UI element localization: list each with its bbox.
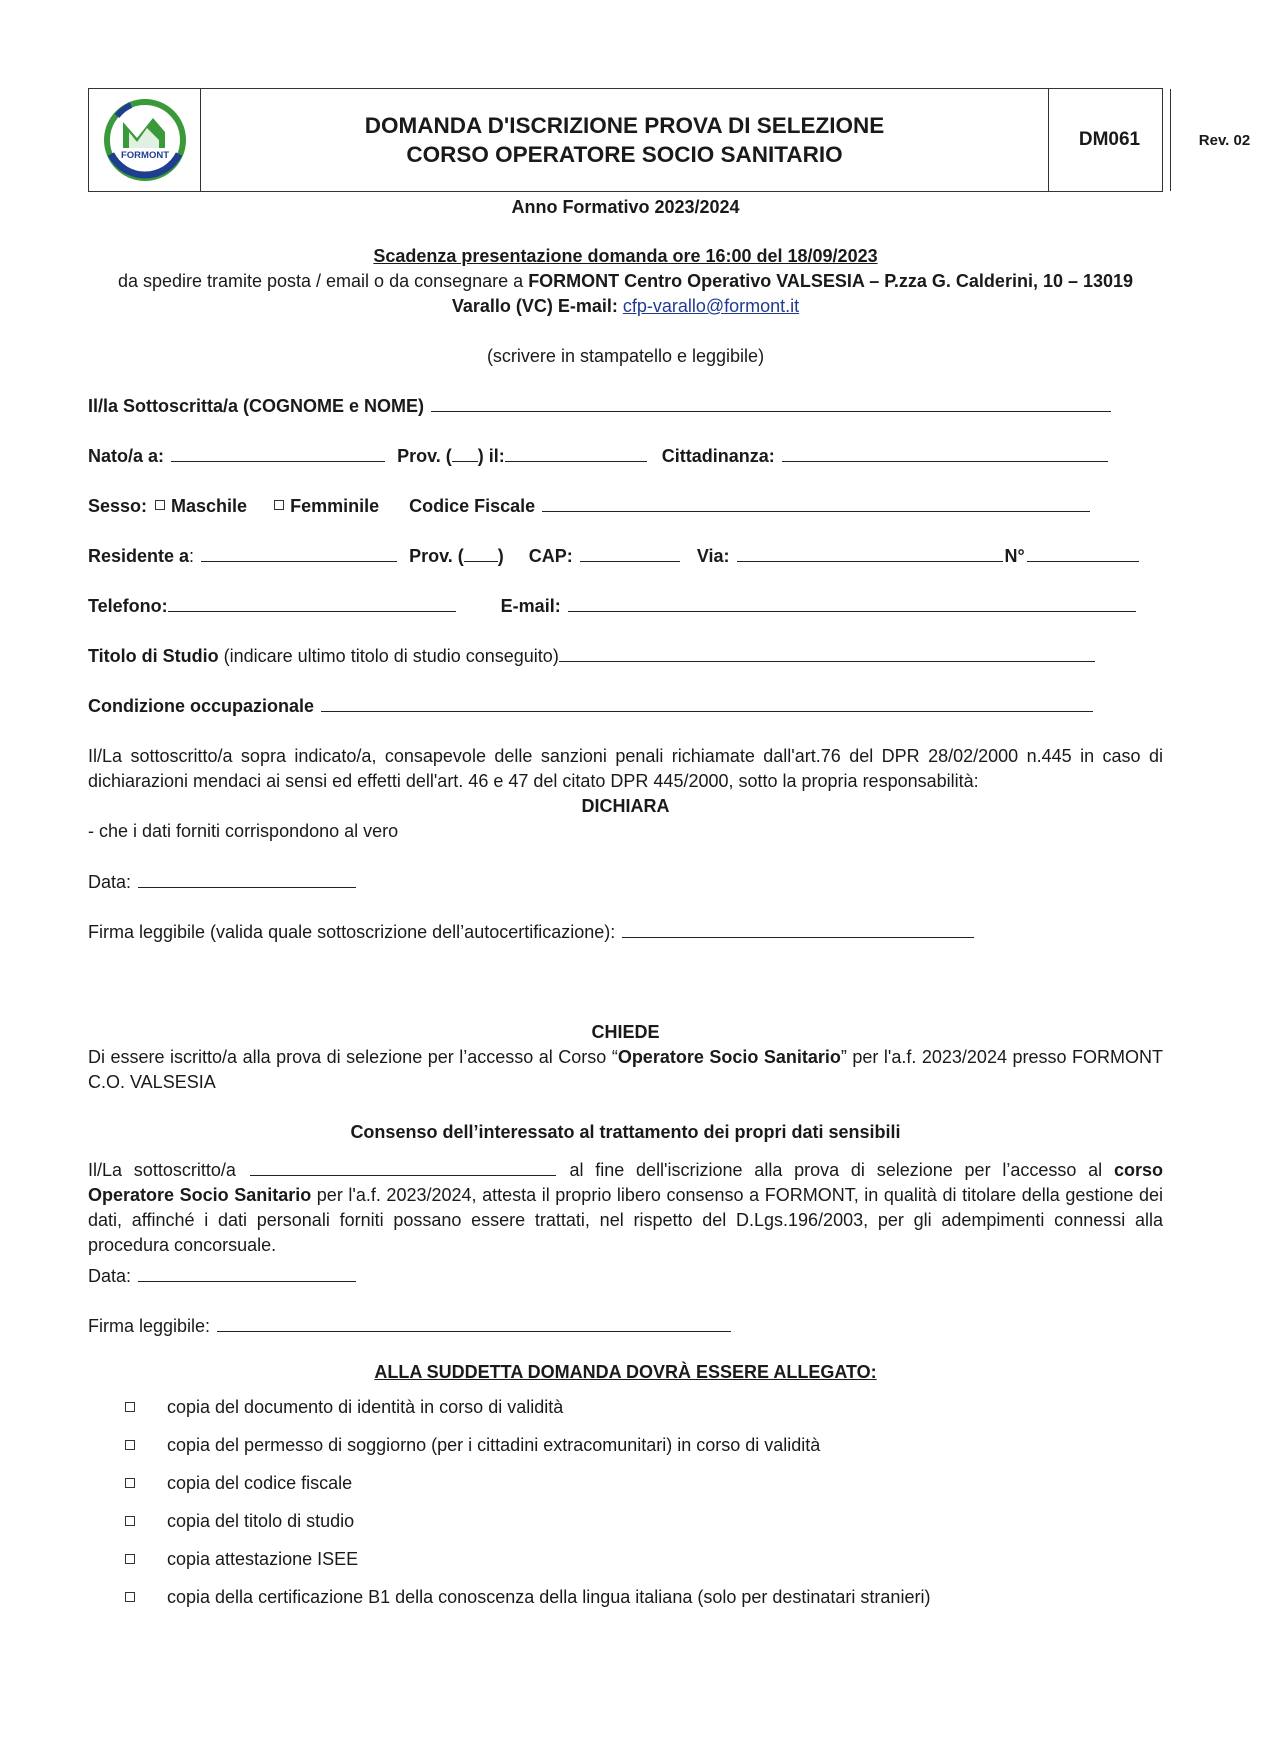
prov-field[interactable] bbox=[452, 443, 478, 462]
field-row-sex bbox=[88, 493, 1092, 519]
request-course: Operatore Socio Sanitario bbox=[617, 1047, 841, 1067]
birthdate-label: ) il: bbox=[477, 446, 505, 466]
form-title-line2: CORSO OPERATORE SOCIO SANITARIO bbox=[406, 142, 843, 167]
field-row-name bbox=[88, 393, 1113, 419]
attachment-item: copia del permesso di soggiorno (per i cittadini extracomunitari) in corso di validità bbox=[125, 1435, 820, 1456]
occupation-field[interactable] bbox=[321, 693, 1093, 712]
attachment-item: copia del codice fiscale bbox=[125, 1473, 352, 1494]
declaration-signature-row bbox=[88, 919, 976, 945]
consent-name-field[interactable] bbox=[250, 1157, 556, 1176]
declaration-signature-label: Firma leggibile (valida quale sottoscrizione dell’autocertificazione): bbox=[88, 922, 616, 942]
request-text bbox=[88, 1045, 1163, 1095]
cittadinanza-label: Cittadinanza: bbox=[661, 446, 775, 466]
declaration-text: Il/La sottoscritto/a sopra indicato/a, consapevole delle sanzioni penali richiamate dall'art.76 del DPR 28/02/2000 n.445 in caso di dichiarazioni mendaci ai sensi ed effetti dell'art. 46 e 47 del citato DPR 445/2000, sotto la propria responsabilità: bbox=[88, 746, 1163, 791]
send-prefix: da spedire tramite posta / email o da consegnare a bbox=[117, 271, 529, 291]
attachments-heading: ALLA SUDDETTA DOMANDA DOVRÀ ESSERE ALLEGATO: bbox=[374, 1362, 877, 1382]
residence-label: Residente a bbox=[88, 546, 190, 566]
form-title-line1: DOMANDA D'ISCRIZIONE PROVA DI SELEZIONE bbox=[364, 113, 885, 138]
name-field[interactable] bbox=[431, 393, 1111, 412]
birthplace-field[interactable] bbox=[171, 443, 385, 462]
instructions: (scrivere in stampatello e leggibile) bbox=[486, 346, 765, 366]
via-label: Via: bbox=[696, 546, 730, 566]
cap-label: CAP: bbox=[528, 546, 573, 566]
birthdate-field[interactable] bbox=[505, 443, 647, 462]
cittadinanza-field[interactable] bbox=[782, 443, 1108, 462]
residence-colon: : bbox=[189, 546, 195, 566]
birthplace-label: Nato/a a: bbox=[88, 446, 165, 466]
request-heading: CHIEDE bbox=[591, 1022, 660, 1042]
checkbox-icon[interactable] bbox=[125, 1440, 135, 1450]
education-hint: (indicare ultimo titolo di studio conseguito) bbox=[218, 646, 559, 666]
formont-logo bbox=[101, 94, 189, 186]
attachment-item: copia della certificazione B1 della conoscenza della lingua italiana (solo per destinatari stranieri) bbox=[125, 1587, 930, 1608]
codice-fiscale-label: Codice Fiscale bbox=[409, 496, 536, 516]
checkbox-icon[interactable] bbox=[125, 1478, 135, 1488]
consent-signature-row bbox=[88, 1313, 733, 1339]
attachment-item: copia del titolo di studio bbox=[125, 1511, 354, 1532]
submission-info bbox=[88, 244, 1163, 319]
prov2-close: ) bbox=[497, 546, 504, 566]
numero-field[interactable] bbox=[1027, 543, 1139, 562]
declaration-date-label: Data: bbox=[88, 872, 132, 892]
consent-text bbox=[88, 1157, 1163, 1258]
send-address: FORMONT Centro Operativo VALSESIA – P.zza G. Calderini, 10 – 13019 bbox=[528, 271, 1134, 291]
logo-text: FORMONT bbox=[120, 150, 169, 161]
consent-date-field[interactable] bbox=[138, 1263, 356, 1282]
via-field[interactable] bbox=[737, 543, 1003, 562]
consent-text-post: per l'a.f. 2023/2024, attesta il proprio libero consenso a FORMONT, in qualità di titolare della gestione dei dati, affinché i dati personali forniti possano essere trattati, nel rispetto del D.Lgs.196/2003, per gli adempimenti connessi alla procedura concorsuale. bbox=[88, 1185, 1163, 1255]
field-row-residence bbox=[88, 543, 1141, 569]
education-label: Titolo di Studio bbox=[88, 646, 219, 666]
checkbox-icon[interactable] bbox=[125, 1516, 135, 1526]
field-row-occupation bbox=[88, 693, 1095, 719]
phone-label: Telefono: bbox=[88, 596, 168, 616]
field-row-birth bbox=[88, 443, 1110, 469]
consent-text-pre: Il/La sottoscritto/a bbox=[88, 1160, 236, 1180]
checkbox-male[interactable] bbox=[155, 500, 165, 510]
revision-cell bbox=[1171, 89, 1278, 191]
attachment-item: copia attestazione ISEE bbox=[125, 1549, 358, 1570]
checkbox-icon[interactable] bbox=[125, 1592, 135, 1602]
email-label: E-mail: bbox=[500, 596, 561, 616]
attachment-item: copia del documento di identità in corso di validità bbox=[125, 1397, 563, 1418]
send-city: Varallo (VC) E-mail: bbox=[451, 296, 623, 316]
consent-signature-label: Firma leggibile: bbox=[88, 1316, 211, 1336]
doc-revision: Rev. 02 bbox=[1198, 131, 1251, 149]
declaration-signature-field[interactable] bbox=[622, 919, 974, 938]
sex-label: Sesso: bbox=[88, 496, 148, 516]
email-link[interactable]: cfp-varallo@formont.it bbox=[622, 296, 800, 316]
checkbox-female[interactable] bbox=[274, 500, 284, 510]
declaration-item: - che i dati forniti corrispondono al vero bbox=[88, 821, 399, 841]
checkbox-icon[interactable] bbox=[125, 1554, 135, 1564]
sex-male-label: Maschile bbox=[171, 496, 248, 516]
occupation-label: Condizione occupazionale bbox=[88, 696, 315, 716]
prov2-field[interactable] bbox=[464, 543, 498, 562]
prov-label: Prov. ( bbox=[397, 446, 452, 466]
prov2-label: Prov. ( bbox=[409, 546, 464, 566]
consent-date-label: Data: bbox=[88, 1266, 132, 1286]
code-cell bbox=[1049, 89, 1171, 191]
consent-date-row bbox=[88, 1263, 358, 1289]
doc-code: DM061 bbox=[1078, 129, 1141, 150]
anno-formativo: Anno Formativo 2023/2024 bbox=[511, 197, 740, 217]
sex-female-label: Femminile bbox=[290, 496, 380, 516]
checkbox-icon[interactable] bbox=[125, 1402, 135, 1412]
name-label: Il/la Sottoscritta/a (COGNOME e NOME) bbox=[88, 396, 425, 416]
education-field[interactable] bbox=[559, 643, 1095, 662]
header-table bbox=[88, 88, 1251, 192]
consent-heading: Consenso dell’interessato al trattamento dei propri dati sensibili bbox=[350, 1122, 901, 1142]
declaration-heading: DICHIARA bbox=[581, 796, 670, 816]
title-cell bbox=[201, 89, 1049, 191]
consent-signature-field[interactable] bbox=[217, 1313, 731, 1332]
declaration-date-field[interactable] bbox=[138, 869, 356, 888]
residence-field[interactable] bbox=[201, 543, 397, 562]
codice-fiscale-field[interactable] bbox=[542, 493, 1090, 512]
field-row-contacts bbox=[88, 593, 1138, 619]
numero-label: N° bbox=[1004, 546, 1025, 566]
request-text-pre: Di essere iscritto/a alla prova di selezione per l’accesso al Corso “ bbox=[88, 1047, 618, 1067]
request-text-post: ” per l'a.f. 2023/2024 presso FORMONT C.O. VALSESIA bbox=[88, 1047, 1163, 1092]
phone-field[interactable] bbox=[168, 593, 456, 612]
email-field[interactable] bbox=[568, 593, 1136, 612]
logo-cell bbox=[89, 89, 201, 191]
cap-field[interactable] bbox=[580, 543, 680, 562]
declaration-date-row bbox=[88, 869, 358, 895]
consent-course: corso Operatore Socio Sanitario bbox=[88, 1160, 1163, 1205]
field-row-education bbox=[88, 643, 1095, 669]
consent-text-mid: al fine dell'iscrizione alla prova di selezione per l’accesso al bbox=[557, 1160, 1114, 1180]
deadline: Scadenza presentazione domanda ore 16:00 del 18/09/2023 bbox=[373, 246, 878, 266]
